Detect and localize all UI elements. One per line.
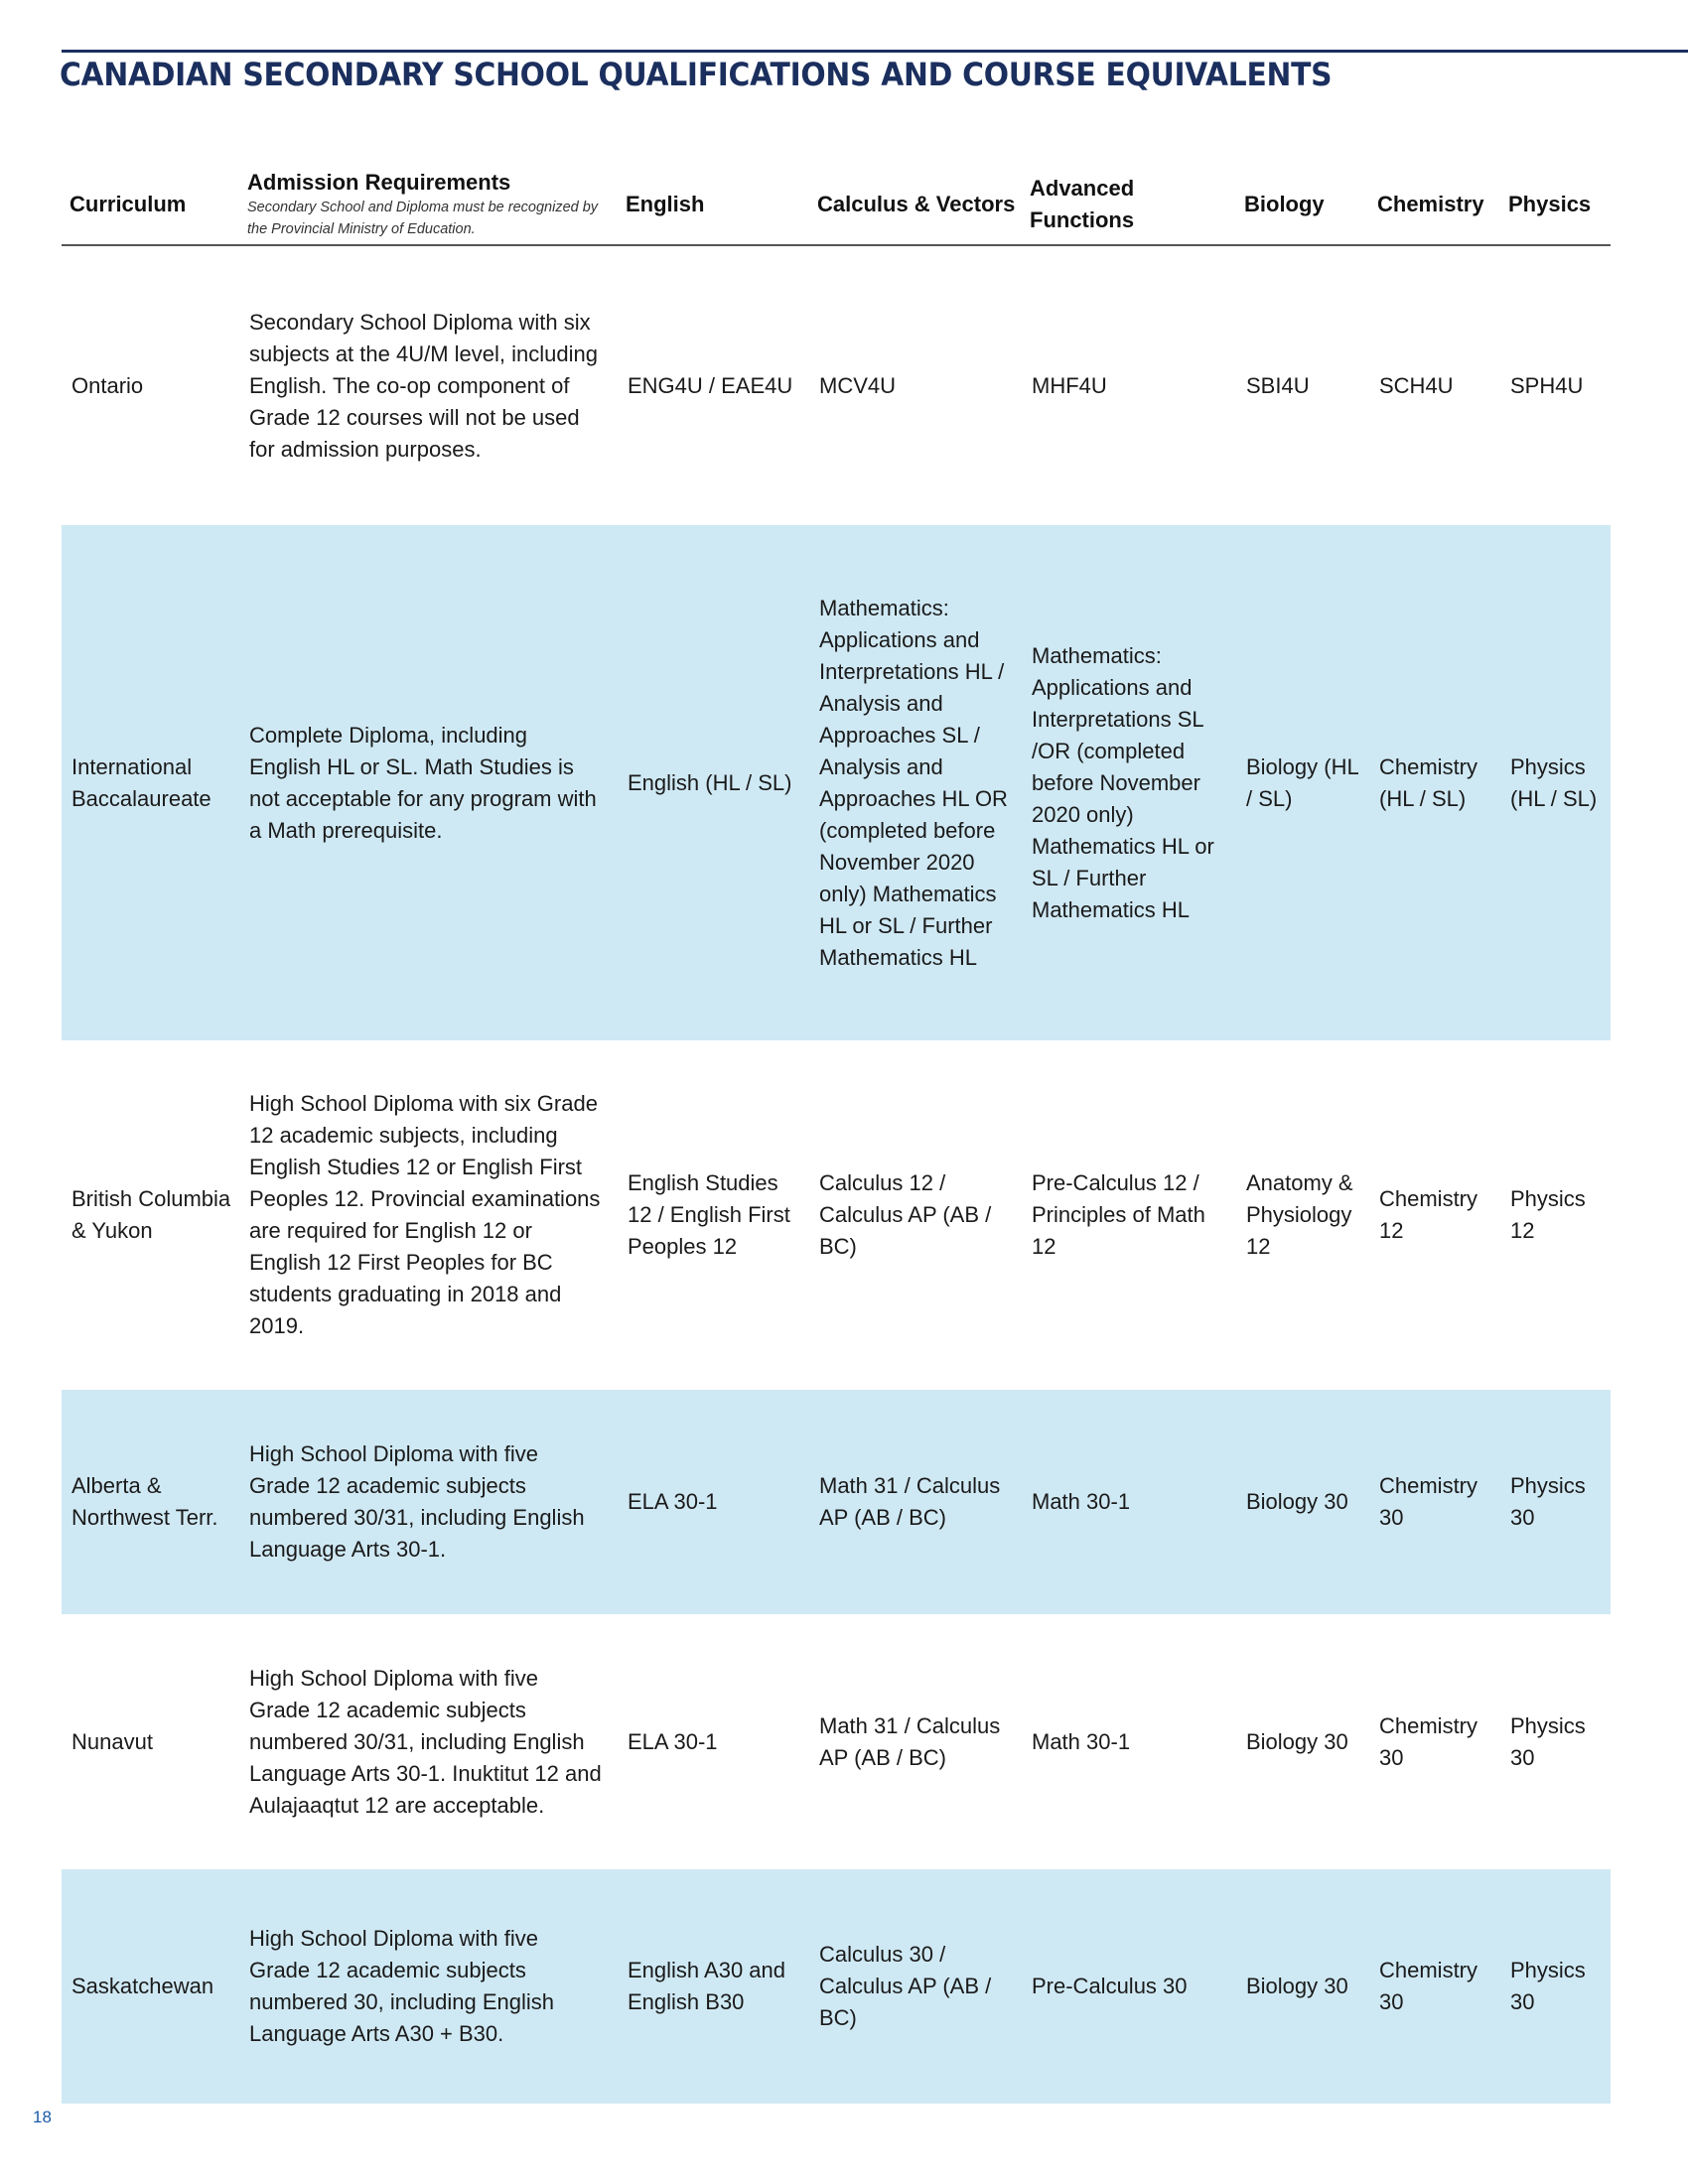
table-header <box>62 164 1611 246</box>
cell-physics: Physics 12 <box>1510 1186 1586 1243</box>
cell-curriculum: British Columbia & Yukon <box>71 1186 231 1243</box>
cell-chemistry: Chemistry 12 <box>1379 1186 1478 1243</box>
cell-physics: SPH4U <box>1510 372 1584 398</box>
cell-advanced: Math 30-1 <box>1032 1728 1131 1754</box>
cell-curriculum: Alberta & Northwest Terr. <box>71 1473 218 1530</box>
cell-advanced: Pre-Calculus 12 / Principles of Math 12 <box>1032 1170 1205 1259</box>
cell-biology: Anatomy & Physiology 12 <box>1246 1170 1353 1259</box>
cell-curriculum: Ontario <box>71 372 144 398</box>
cell-advanced: Math 30-1 <box>1032 1489 1131 1514</box>
cell-admission: Complete Diploma, including English HL or SL. Math Studies is not acceptable for any program with a Math prerequisite. <box>249 722 597 843</box>
cell-biology: Biology 30 <box>1246 1974 1348 1998</box>
cell-admission: High School Diploma with five Grade 12 academic subjects numbered 30/31, including English Language Arts 30-1. <box>249 1441 585 1562</box>
cell-admission: Secondary School Diploma with six subjects at the 4U/M level, including English. The co-op component of Grade 12 courses will not be used for admission purposes. <box>249 309 598 462</box>
cell-english: English A30 and English B30 <box>628 1958 786 2014</box>
header-admission-title: Admission Requirements <box>247 169 511 195</box>
cell-english: ELA 30-1 <box>628 1489 718 1514</box>
cell-curriculum: International Baccalaureate <box>71 753 211 811</box>
cell-english: English Studies 12 / English First Peoples 12 <box>628 1170 790 1259</box>
page-number: 18 <box>33 2108 52 2126</box>
cell-calculus: Calculus 30 / Calculus AP (AB / BC) <box>819 1942 992 2030</box>
cell-admission: High School Diploma with five Grade 12 academic subjects numbered 30, including English Language Arts A30 + B30. <box>249 1926 554 2046</box>
table-row <box>62 525 1611 1040</box>
cell-calculus: Mathematics: Applications and Interpretations HL / Analysis and Approaches SL / Analysis and Approaches HL OR (completed before November 2020 only) Mathematics HL or SL / Further Mathematics HL <box>819 595 1008 970</box>
cell-english: ENG4U / EAE4U <box>628 372 793 398</box>
cell-admission: High School Diploma with six Grade 12 academic subjects, including English Studies 12 or English First Peoples 12. Provincial examinations are required for English 12 or English 12 First Peoples for BC students graduating in 2018 and 2019. <box>249 1091 601 1338</box>
table-row <box>62 1390 1611 1614</box>
header-physics: Physics <box>1508 191 1592 216</box>
cell-biology: SBI4U <box>1246 372 1310 398</box>
cell-chemistry: Chemistry (HL / SL) <box>1379 753 1478 811</box>
header-biology: Biology <box>1244 191 1325 216</box>
cell-advanced: Mathematics: Applications and Interpretations SL /OR (completed before November 2020 only) Mathematics HL or SL / Further Mathematics HL <box>1032 642 1214 922</box>
cell-biology: Biology (HL / SL) <box>1246 753 1358 811</box>
table-row <box>62 246 1611 525</box>
cell-chemistry: Chemistry 30 <box>1379 1958 1478 2014</box>
header-chemistry: Chemistry <box>1377 191 1484 216</box>
page-title: CANADIAN SECONDARY SCHOOL QUALIFICATIONS AND COURSE EQUIVALENTS <box>60 56 1333 93</box>
cell-chemistry: Chemistry 30 <box>1379 1473 1478 1530</box>
header-curriculum: Curriculum <box>70 191 187 216</box>
cell-calculus: Calculus 12 / Calculus AP (AB / BC) <box>819 1170 992 1259</box>
cell-calculus: Math 31 / Calculus AP (AB / BC) <box>819 1473 1001 1530</box>
cell-curriculum: Saskatchewan <box>71 1974 214 1998</box>
cell-chemistry: Chemistry 30 <box>1379 1712 1478 1770</box>
table-row <box>62 1040 1611 1390</box>
cell-physics: Physics 30 <box>1510 1473 1586 1530</box>
cell-biology: Biology 30 <box>1246 1728 1348 1754</box>
cell-biology: Biology 30 <box>1246 1489 1348 1514</box>
header-advanced: Advanced Functions <box>1030 175 1135 232</box>
equivalents-table <box>62 164 1611 2104</box>
cell-admission: High School Diploma with five Grade 12 academic subjects numbered 30/31, including English Language Arts 30-1. Inuktitut 12 and Aulajaaqtut 12 are acceptable. <box>249 1665 602 1818</box>
table-row <box>62 1614 1611 1869</box>
header-admission <box>239 169 618 240</box>
cell-advanced: MHF4U <box>1032 372 1107 398</box>
cell-english: English (HL / SL) <box>628 769 792 795</box>
cell-chemistry: SCH4U <box>1379 372 1454 398</box>
cell-advanced: Pre-Calculus 30 <box>1032 1974 1188 1998</box>
header-admission-note: Secondary School and Diploma must be recognized by the Provincial Ministry of Education. <box>247 199 599 237</box>
cell-physics: Physics (HL / SL) <box>1510 753 1598 811</box>
top-rule <box>62 50 1688 53</box>
cell-curriculum: Nunavut <box>71 1728 153 1754</box>
cell-calculus: Math 31 / Calculus AP (AB / BC) <box>819 1712 1001 1770</box>
cell-physics: Physics 30 <box>1510 1712 1586 1770</box>
header-calculus: Calculus & Vectors <box>817 191 1016 216</box>
cell-calculus: MCV4U <box>819 372 897 398</box>
table-row <box>62 1869 1611 2104</box>
cell-physics: Physics 30 <box>1510 1958 1586 2014</box>
cell-english: ELA 30-1 <box>628 1728 718 1754</box>
header-english: English <box>626 191 705 216</box>
